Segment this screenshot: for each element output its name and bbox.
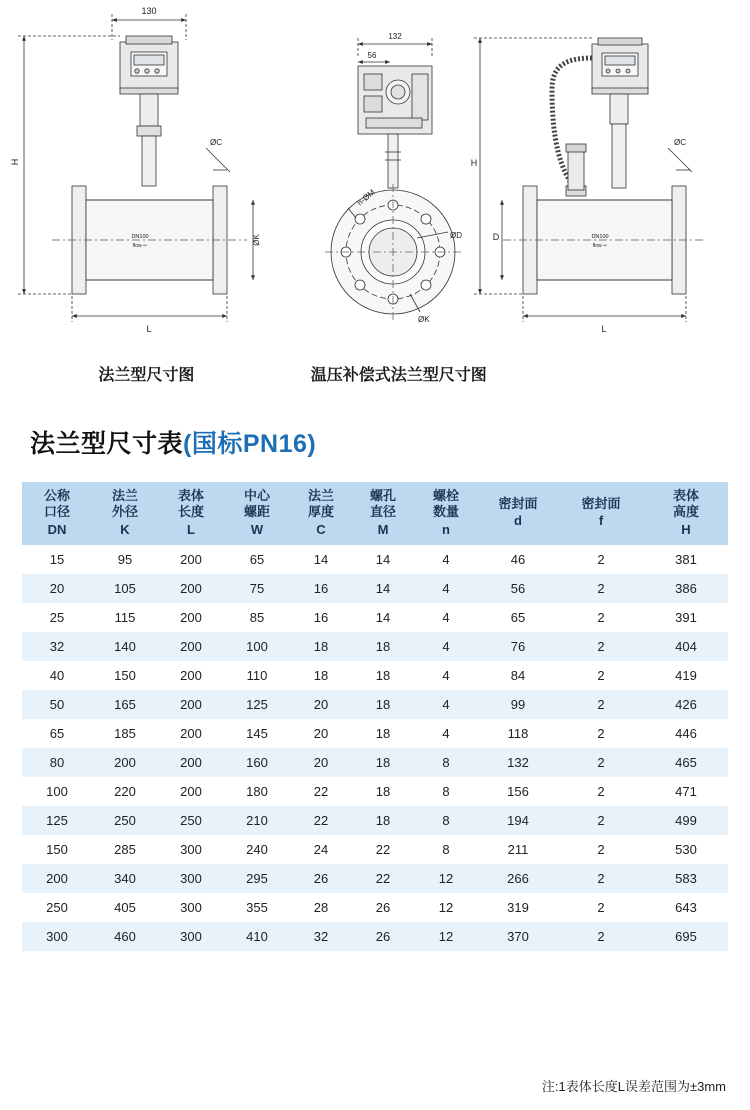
svg-text:130: 130 <box>141 6 157 16</box>
cell-dn: 150 <box>22 835 92 864</box>
table-header <box>22 482 728 545</box>
dimensions-table <box>22 482 728 951</box>
cell-w: 110 <box>224 661 290 690</box>
cell-c: 22 <box>290 777 352 806</box>
cell-w: 145 <box>224 719 290 748</box>
svg-text:L: L <box>601 324 607 334</box>
cell-l: 300 <box>158 893 224 922</box>
cell-m: 18 <box>352 632 414 661</box>
table-row <box>22 574 728 603</box>
cell-w: 65 <box>224 545 290 574</box>
cell-n: 8 <box>414 777 478 806</box>
cell-n: 4 <box>414 574 478 603</box>
cell-m: 26 <box>352 922 414 951</box>
cell-l: 200 <box>158 748 224 777</box>
cell-k: 165 <box>92 690 158 719</box>
table-header-row <box>22 482 728 545</box>
cell-h: 446 <box>644 719 728 748</box>
cell-w: 125 <box>224 690 290 719</box>
col-header-dn: 公称 口径 DN <box>22 482 92 545</box>
cell-dn: 50 <box>22 690 92 719</box>
dimensions-table-wrap <box>22 482 728 951</box>
cell-m: 26 <box>352 893 414 922</box>
cell-w: 160 <box>224 748 290 777</box>
table-row <box>22 777 728 806</box>
cell-l: 300 <box>158 835 224 864</box>
table-row <box>22 603 728 632</box>
cell-h: 386 <box>644 574 728 603</box>
cell-n: 12 <box>414 893 478 922</box>
cell-f: 2 <box>558 661 644 690</box>
dimension-drawings-svg <box>0 0 750 400</box>
cell-m: 18 <box>352 661 414 690</box>
col-header-d: 密封面 d <box>478 482 558 545</box>
table-row <box>22 661 728 690</box>
cell-d: 319 <box>478 893 558 922</box>
cell-n: 8 <box>414 835 478 864</box>
cell-h: 404 <box>644 632 728 661</box>
svg-text:ØC: ØC <box>674 138 686 147</box>
table-body <box>22 545 728 951</box>
cell-m: 18 <box>352 748 414 777</box>
cell-l: 300 <box>158 864 224 893</box>
cell-dn: 250 <box>22 893 92 922</box>
svg-text:DN100: DN100 <box>591 234 609 240</box>
cell-n: 4 <box>414 632 478 661</box>
cell-l: 200 <box>158 632 224 661</box>
table-row <box>22 719 728 748</box>
cell-d: 156 <box>478 777 558 806</box>
cell-w: 410 <box>224 922 290 951</box>
cell-d: 99 <box>478 690 558 719</box>
cell-l: 200 <box>158 603 224 632</box>
svg-text:132: 132 <box>388 32 402 41</box>
cell-k: 250 <box>92 806 158 835</box>
cell-d: 132 <box>478 748 558 777</box>
cell-f: 2 <box>558 632 644 661</box>
cell-c: 16 <box>290 574 352 603</box>
svg-text:DN100: DN100 <box>131 234 149 240</box>
drawing-captions <box>0 362 750 385</box>
cell-c: 20 <box>290 690 352 719</box>
svg-text:H: H <box>470 158 478 168</box>
table-row <box>22 748 728 777</box>
table-row <box>22 922 728 951</box>
cell-dn: 65 <box>22 719 92 748</box>
cell-n: 8 <box>414 748 478 777</box>
cell-dn: 80 <box>22 748 92 777</box>
cell-m: 22 <box>352 835 414 864</box>
cell-f: 2 <box>558 545 644 574</box>
cell-w: 210 <box>224 806 290 835</box>
cell-k: 405 <box>92 893 158 922</box>
cell-h: 419 <box>644 661 728 690</box>
cell-h: 381 <box>644 545 728 574</box>
cell-d: 211 <box>478 835 558 864</box>
cell-d: 46 <box>478 545 558 574</box>
cell-f: 2 <box>558 835 644 864</box>
table-row <box>22 632 728 661</box>
cell-n: 12 <box>414 864 478 893</box>
cell-m: 14 <box>352 545 414 574</box>
cell-d: 194 <box>478 806 558 835</box>
cell-d: 76 <box>478 632 558 661</box>
drawings-section <box>0 0 750 400</box>
svg-text:ØK: ØK <box>418 315 430 324</box>
cell-h: 471 <box>644 777 728 806</box>
col-header-c: 法兰 厚度 C <box>290 482 352 545</box>
cell-m: 22 <box>352 864 414 893</box>
cell-w: 355 <box>224 893 290 922</box>
cell-dn: 200 <box>22 864 92 893</box>
cell-c: 16 <box>290 603 352 632</box>
cell-c: 28 <box>290 893 352 922</box>
cell-k: 140 <box>92 632 158 661</box>
svg-text:flow ⇨: flow ⇨ <box>592 243 608 249</box>
cell-k: 285 <box>92 835 158 864</box>
cell-l: 200 <box>158 690 224 719</box>
cell-l: 200 <box>158 661 224 690</box>
cell-l: 200 <box>158 545 224 574</box>
cell-c: 18 <box>290 632 352 661</box>
cell-l: 200 <box>158 719 224 748</box>
cell-l: 200 <box>158 574 224 603</box>
cell-c: 20 <box>290 719 352 748</box>
cell-dn: 100 <box>22 777 92 806</box>
table-row <box>22 893 728 922</box>
caption-temp-press-comp-flange-type: 温压补偿式法兰型尺寸图 <box>310 367 487 384</box>
svg-text:ØD: ØD <box>450 231 462 240</box>
svg-text:L: L <box>146 324 152 334</box>
cell-f: 2 <box>558 893 644 922</box>
cell-dn: 125 <box>22 806 92 835</box>
table-row <box>22 806 728 835</box>
page-title <box>30 424 316 460</box>
cell-c: 18 <box>290 661 352 690</box>
cell-d: 56 <box>478 574 558 603</box>
cell-c: 24 <box>290 835 352 864</box>
cell-w: 180 <box>224 777 290 806</box>
cell-k: 220 <box>92 777 158 806</box>
cell-k: 150 <box>92 661 158 690</box>
cell-dn: 15 <box>22 545 92 574</box>
caption-flange-type: 法兰型尺寸图 <box>98 367 195 384</box>
cell-w: 240 <box>224 835 290 864</box>
cell-dn: 40 <box>22 661 92 690</box>
cell-f: 2 <box>558 864 644 893</box>
cell-d: 118 <box>478 719 558 748</box>
table-row <box>22 864 728 893</box>
cell-dn: 20 <box>22 574 92 603</box>
col-header-w: 中心 螺距 W <box>224 482 290 545</box>
col-header-f: 密封面 f <box>558 482 644 545</box>
cell-l: 250 <box>158 806 224 835</box>
cell-f: 2 <box>558 690 644 719</box>
cell-m: 18 <box>352 719 414 748</box>
cell-m: 18 <box>352 806 414 835</box>
cell-dn: 25 <box>22 603 92 632</box>
cell-k: 105 <box>92 574 158 603</box>
cell-n: 4 <box>414 690 478 719</box>
cell-l: 200 <box>158 777 224 806</box>
cell-h: 695 <box>644 922 728 951</box>
cell-n: 4 <box>414 545 478 574</box>
cell-m: 14 <box>352 603 414 632</box>
cell-d: 84 <box>478 661 558 690</box>
cell-c: 22 <box>290 806 352 835</box>
cell-k: 460 <box>92 922 158 951</box>
svg-text:ØC: ØC <box>210 138 222 147</box>
col-header-n: 螺栓 数量 n <box>414 482 478 545</box>
cell-d: 370 <box>478 922 558 951</box>
cell-k: 115 <box>92 603 158 632</box>
cell-c: 14 <box>290 545 352 574</box>
col-header-l: 表体 长度 L <box>158 482 224 545</box>
cell-c: 32 <box>290 922 352 951</box>
cell-d: 266 <box>478 864 558 893</box>
cell-w: 100 <box>224 632 290 661</box>
svg-text:D: D <box>492 232 500 242</box>
cell-d: 65 <box>478 603 558 632</box>
cell-dn: 300 <box>22 922 92 951</box>
cell-f: 2 <box>558 806 644 835</box>
cell-c: 26 <box>290 864 352 893</box>
cell-w: 85 <box>224 603 290 632</box>
cell-f: 2 <box>558 603 644 632</box>
svg-text:H: H <box>10 158 20 166</box>
cell-f: 2 <box>558 777 644 806</box>
cell-f: 2 <box>558 574 644 603</box>
cell-n: 8 <box>414 806 478 835</box>
table-row <box>22 835 728 864</box>
cell-k: 185 <box>92 719 158 748</box>
cell-w: 75 <box>224 574 290 603</box>
cell-f: 2 <box>558 719 644 748</box>
cell-k: 340 <box>92 864 158 893</box>
cell-n: 4 <box>414 719 478 748</box>
page-title-accent: (国标PN16) <box>183 430 317 458</box>
cell-l: 300 <box>158 922 224 951</box>
cell-h: 530 <box>644 835 728 864</box>
cell-dn: 32 <box>22 632 92 661</box>
svg-text:56: 56 <box>367 51 377 60</box>
cell-n: 4 <box>414 661 478 690</box>
cell-h: 426 <box>644 690 728 719</box>
table-row <box>22 690 728 719</box>
table-note: 注:1表体长度L误差范围为±3mm <box>541 1079 726 1094</box>
cell-n: 4 <box>414 603 478 632</box>
cell-h: 499 <box>644 806 728 835</box>
col-header-h: 表体 高度 H <box>644 482 728 545</box>
cell-f: 2 <box>558 922 644 951</box>
col-header-m: 螺孔 直径 M <box>352 482 414 545</box>
svg-text:flow ⇨: flow ⇨ <box>132 243 148 249</box>
cell-m: 18 <box>352 777 414 806</box>
cell-h: 643 <box>644 893 728 922</box>
svg-text:n-ØM: n-ØM <box>355 187 377 208</box>
cell-h: 583 <box>644 864 728 893</box>
cell-m: 18 <box>352 690 414 719</box>
cell-k: 95 <box>92 545 158 574</box>
cell-w: 295 <box>224 864 290 893</box>
cell-k: 200 <box>92 748 158 777</box>
svg-text:ØK: ØK <box>252 234 261 246</box>
cell-n: 12 <box>414 922 478 951</box>
cell-f: 2 <box>558 748 644 777</box>
cell-c: 20 <box>290 748 352 777</box>
table-row <box>22 545 728 574</box>
page-title-main: 法兰型尺寸表 <box>30 430 184 458</box>
cell-m: 14 <box>352 574 414 603</box>
col-header-k: 法兰 外径 K <box>92 482 158 545</box>
cell-h: 391 <box>644 603 728 632</box>
cell-h: 465 <box>644 748 728 777</box>
